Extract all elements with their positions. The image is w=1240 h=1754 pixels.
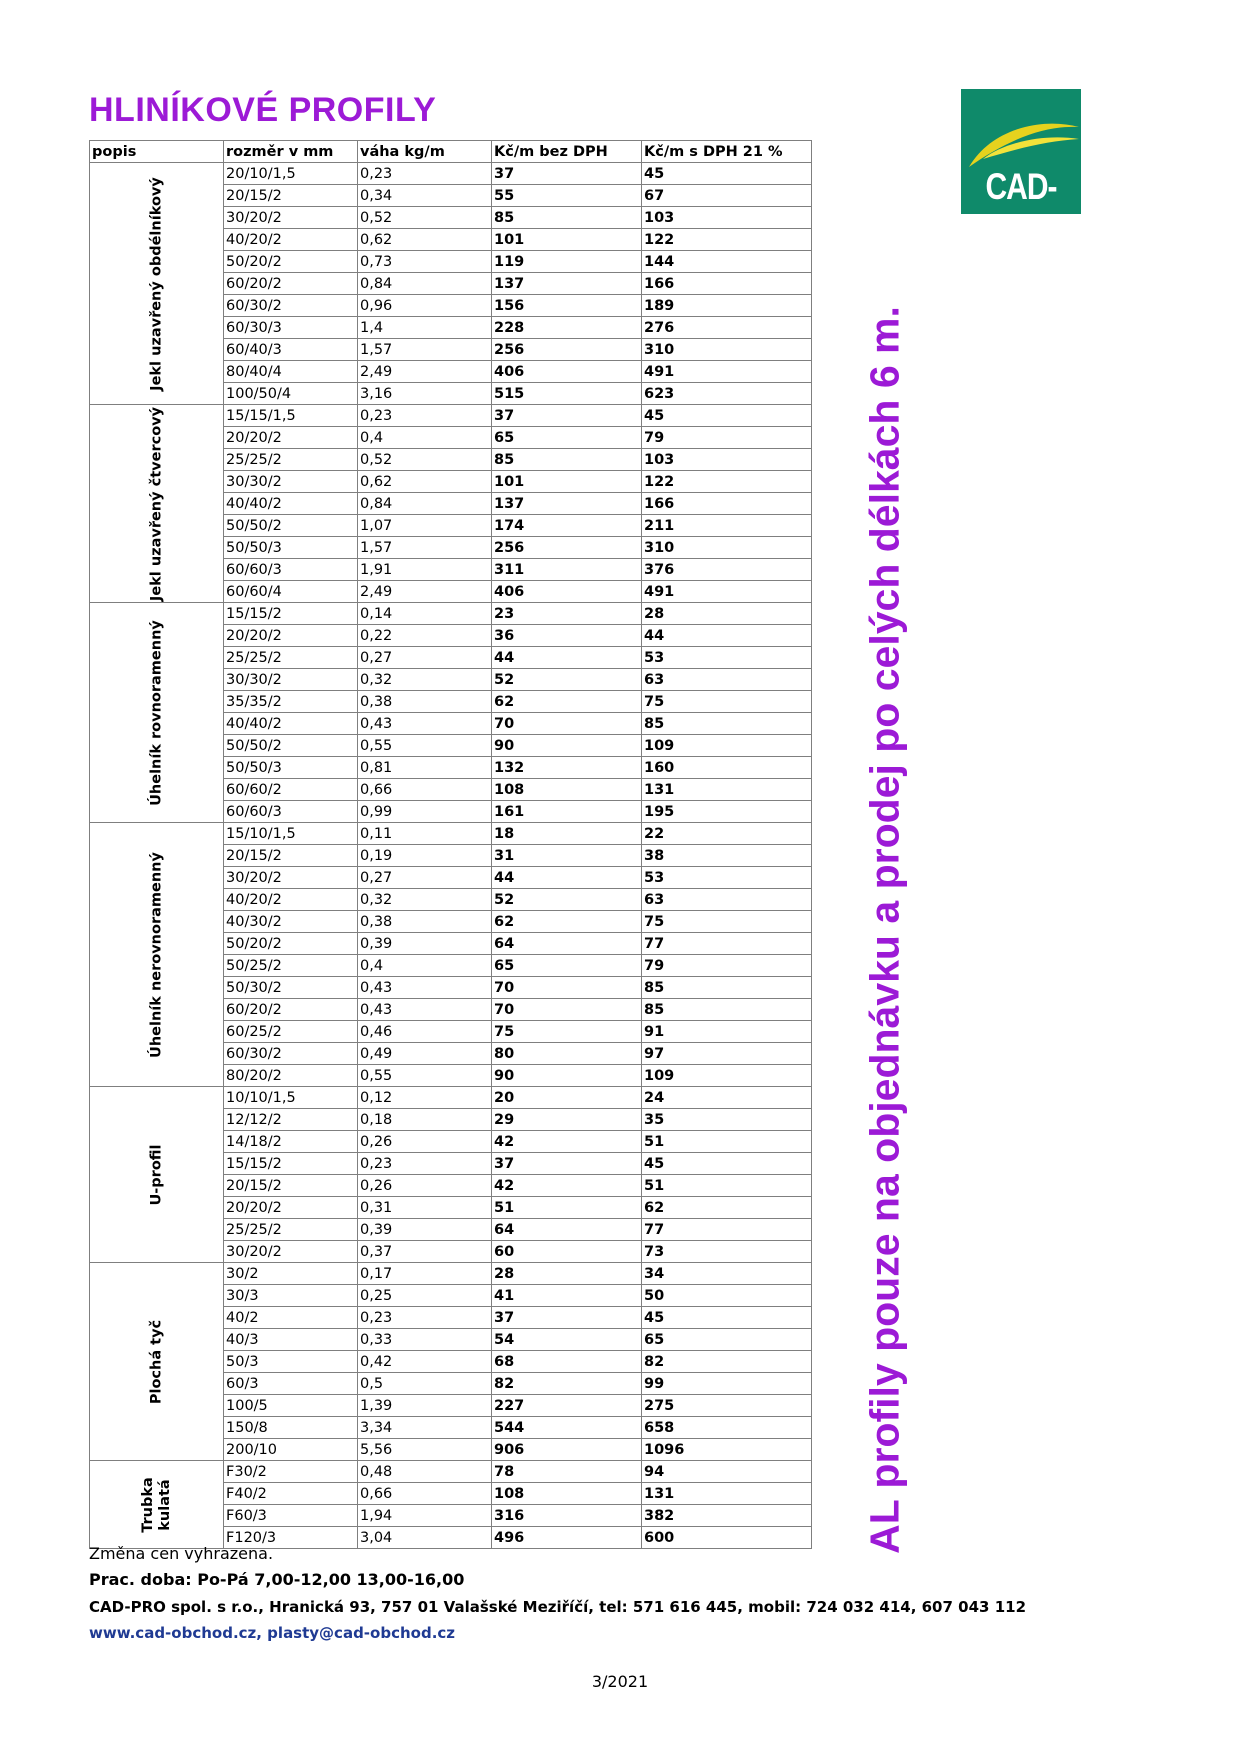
cell-rozmer: 40/40/2 xyxy=(224,493,358,515)
cell-rozmer: F120/3 xyxy=(224,1527,358,1549)
header-vaha: váha kg/m xyxy=(358,141,492,163)
cell-bez-dph: 156 xyxy=(492,295,642,317)
cell-rozmer: 50/50/3 xyxy=(224,757,358,779)
cell-rozmer: 15/10/1,5 xyxy=(224,823,358,845)
cell-rozmer: 60/20/2 xyxy=(224,273,358,295)
cell-vaha: 0,55 xyxy=(358,735,492,757)
cell-vaha: 0,17 xyxy=(358,1263,492,1285)
cell-rozmer: 150/8 xyxy=(224,1417,358,1439)
cell-bez-dph: 62 xyxy=(492,691,642,713)
header-popis: popis xyxy=(90,141,224,163)
cell-bez-dph: 82 xyxy=(492,1373,642,1395)
cell-rozmer: 50/50/3 xyxy=(224,537,358,559)
cell-bez-dph: 311 xyxy=(492,559,642,581)
cell-s-dph: 103 xyxy=(642,207,812,229)
cell-vaha: 0,4 xyxy=(358,427,492,449)
cell-vaha: 0,32 xyxy=(358,889,492,911)
web-email-links[interactable]: www.cad-obchod.cz, plasty@cad-obchod.cz xyxy=(89,1624,456,1642)
cell-s-dph: 77 xyxy=(642,933,812,955)
cell-bez-dph: 23 xyxy=(492,603,642,625)
cell-vaha: 0,22 xyxy=(358,625,492,647)
cell-rozmer: 25/25/2 xyxy=(224,1219,358,1241)
company-contact: CAD-PRO spol. s r.o., Hranická 93, 757 01 Valašské Meziříčí, tel: 571 616 445, mobil: 724 032 414, 607 043 112 xyxy=(89,1598,1027,1616)
cell-s-dph: 85 xyxy=(642,999,812,1021)
cell-vaha: 0,52 xyxy=(358,449,492,471)
cell-vaha: 0,84 xyxy=(358,273,492,295)
cell-bez-dph: 174 xyxy=(492,515,642,537)
cell-rozmer: 30/20/2 xyxy=(224,207,358,229)
cell-s-dph: 195 xyxy=(642,801,812,823)
cell-rozmer: F30/2 xyxy=(224,1461,358,1483)
cell-vaha: 0,39 xyxy=(358,1219,492,1241)
cell-vaha: 0,11 xyxy=(358,823,492,845)
cell-vaha: 0,27 xyxy=(358,647,492,669)
cell-rozmer: 15/15/2 xyxy=(224,603,358,625)
cell-s-dph: 166 xyxy=(642,493,812,515)
cell-vaha: 0,26 xyxy=(358,1175,492,1197)
cell-bez-dph: 31 xyxy=(492,845,642,867)
cell-s-dph: 99 xyxy=(642,1373,812,1395)
cell-vaha: 0,42 xyxy=(358,1351,492,1373)
cell-bez-dph: 20 xyxy=(492,1087,642,1109)
price-change-note: Změna cen vyhrazena. xyxy=(89,1544,274,1563)
side-note: AL profily pouze na objednávku a prodej po celých délkách 6 m. xyxy=(861,306,908,1554)
cell-rozmer: 60/60/3 xyxy=(224,559,358,581)
cell-s-dph: 310 xyxy=(642,537,812,559)
cell-vaha: 0,38 xyxy=(358,691,492,713)
cell-bez-dph: 65 xyxy=(492,955,642,977)
cell-s-dph: 1096 xyxy=(642,1439,812,1461)
cell-vaha: 1,4 xyxy=(358,317,492,339)
cell-rozmer: 30/3 xyxy=(224,1285,358,1307)
cell-rozmer: 200/10 xyxy=(224,1439,358,1461)
table-row xyxy=(90,1263,812,1285)
cell-bez-dph: 60 xyxy=(492,1241,642,1263)
page-title: HLINÍKOVÉ PROFILY xyxy=(89,91,437,129)
group-label-cell xyxy=(90,1263,224,1461)
cell-vaha: 3,34 xyxy=(358,1417,492,1439)
cell-s-dph: 122 xyxy=(642,471,812,493)
cell-s-dph: 75 xyxy=(642,691,812,713)
cell-s-dph: 122 xyxy=(642,229,812,251)
cell-rozmer: 40/20/2 xyxy=(224,229,358,251)
cell-vaha: 2,49 xyxy=(358,581,492,603)
cell-rozmer: 10/10/1,5 xyxy=(224,1087,358,1109)
cell-s-dph: 44 xyxy=(642,625,812,647)
cell-vaha: 0,5 xyxy=(358,1373,492,1395)
cell-s-dph: 85 xyxy=(642,977,812,999)
cell-rozmer: 40/40/2 xyxy=(224,713,358,735)
cell-bez-dph: 256 xyxy=(492,339,642,361)
page-number: 3/2021 xyxy=(591,1672,649,1691)
cell-bez-dph: 75 xyxy=(492,1021,642,1043)
cell-vaha: 1,57 xyxy=(358,339,492,361)
cell-bez-dph: 101 xyxy=(492,229,642,251)
cell-rozmer: 20/20/2 xyxy=(224,427,358,449)
cell-bez-dph: 90 xyxy=(492,735,642,757)
cell-bez-dph: 42 xyxy=(492,1131,642,1153)
cell-bez-dph: 515 xyxy=(492,383,642,405)
cell-vaha: 0,25 xyxy=(358,1285,492,1307)
cell-rozmer: 20/15/2 xyxy=(224,185,358,207)
cell-vaha: 0,39 xyxy=(358,933,492,955)
cell-rozmer: 60/30/2 xyxy=(224,1043,358,1065)
cell-vaha: 0,66 xyxy=(358,779,492,801)
cell-s-dph: 85 xyxy=(642,713,812,735)
cell-bez-dph: 108 xyxy=(492,1483,642,1505)
cell-vaha: 0,27 xyxy=(358,867,492,889)
table-row xyxy=(90,1087,812,1109)
cell-s-dph: 82 xyxy=(642,1351,812,1373)
cell-vaha: 0,19 xyxy=(358,845,492,867)
cell-vaha: 1,91 xyxy=(358,559,492,581)
cell-rozmer: F60/3 xyxy=(224,1505,358,1527)
cell-vaha: 0,52 xyxy=(358,207,492,229)
cell-s-dph: 45 xyxy=(642,163,812,185)
cell-s-dph: 131 xyxy=(642,779,812,801)
cell-s-dph: 45 xyxy=(642,405,812,427)
cell-bez-dph: 256 xyxy=(492,537,642,559)
cell-vaha: 0,62 xyxy=(358,229,492,251)
cell-rozmer: 30/30/2 xyxy=(224,471,358,493)
cell-rozmer: 50/20/2 xyxy=(224,251,358,273)
table-row xyxy=(90,163,812,185)
cell-vaha: 0,55 xyxy=(358,1065,492,1087)
cell-s-dph: 73 xyxy=(642,1241,812,1263)
cell-rozmer: 25/25/2 xyxy=(224,449,358,471)
cell-rozmer: 30/2 xyxy=(224,1263,358,1285)
cell-s-dph: 77 xyxy=(642,1219,812,1241)
cell-s-dph: 276 xyxy=(642,317,812,339)
cell-s-dph: 79 xyxy=(642,955,812,977)
cell-vaha: 0,81 xyxy=(358,757,492,779)
cell-rozmer: 80/40/4 xyxy=(224,361,358,383)
cell-s-dph: 62 xyxy=(642,1197,812,1219)
cell-s-dph: 53 xyxy=(642,647,812,669)
cell-bez-dph: 37 xyxy=(492,1307,642,1329)
group-label: Jekl uzavřený čtvercový xyxy=(148,406,164,601)
cell-bez-dph: 137 xyxy=(492,273,642,295)
cell-bez-dph: 64 xyxy=(492,933,642,955)
cell-bez-dph: 108 xyxy=(492,779,642,801)
cell-vaha: 0,38 xyxy=(358,911,492,933)
cell-bez-dph: 29 xyxy=(492,1109,642,1131)
cell-vaha: 3,04 xyxy=(358,1527,492,1549)
cell-rozmer: 50/50/2 xyxy=(224,515,358,537)
group-label-cell xyxy=(90,823,224,1087)
cell-vaha: 0,66 xyxy=(358,1483,492,1505)
cell-bez-dph: 41 xyxy=(492,1285,642,1307)
cell-rozmer: 30/20/2 xyxy=(224,1241,358,1263)
table-row xyxy=(90,603,812,625)
cell-s-dph: 144 xyxy=(642,251,812,273)
cell-bez-dph: 85 xyxy=(492,207,642,229)
cell-rozmer: 60/25/2 xyxy=(224,1021,358,1043)
header-bez-dph: Kč/m bez DPH xyxy=(492,141,642,163)
cell-bez-dph: 37 xyxy=(492,163,642,185)
cell-vaha: 0,84 xyxy=(358,493,492,515)
cell-s-dph: 51 xyxy=(642,1175,812,1197)
cell-s-dph: 211 xyxy=(642,515,812,537)
cell-vaha: 0,4 xyxy=(358,955,492,977)
cell-rozmer: 40/20/2 xyxy=(224,889,358,911)
cell-rozmer: 15/15/1,5 xyxy=(224,405,358,427)
cell-bez-dph: 906 xyxy=(492,1439,642,1461)
cell-vaha: 1,07 xyxy=(358,515,492,537)
cell-s-dph: 109 xyxy=(642,735,812,757)
cell-s-dph: 109 xyxy=(642,1065,812,1087)
cell-rozmer: 50/20/2 xyxy=(224,933,358,955)
cell-rozmer: 40/3 xyxy=(224,1329,358,1351)
cell-vaha: 0,46 xyxy=(358,1021,492,1043)
cell-rozmer: 50/30/2 xyxy=(224,977,358,999)
header-s-dph: Kč/m s DPH 21 % xyxy=(642,141,812,163)
cell-vaha: 0,43 xyxy=(358,977,492,999)
header-rozmer: rozměr v mm xyxy=(224,141,358,163)
cell-rozmer: 20/15/2 xyxy=(224,1175,358,1197)
cell-bez-dph: 44 xyxy=(492,647,642,669)
cell-rozmer: 20/20/2 xyxy=(224,625,358,647)
cell-vaha: 0,23 xyxy=(358,163,492,185)
group-label-cell xyxy=(90,1461,224,1549)
cell-rozmer: 50/3 xyxy=(224,1351,358,1373)
table-header-row xyxy=(90,141,812,163)
cell-s-dph: 160 xyxy=(642,757,812,779)
cell-bez-dph: 51 xyxy=(492,1197,642,1219)
cell-s-dph: 600 xyxy=(642,1527,812,1549)
cell-rozmer: 60/30/3 xyxy=(224,317,358,339)
cell-s-dph: 75 xyxy=(642,911,812,933)
cell-rozmer: 12/12/2 xyxy=(224,1109,358,1131)
cell-s-dph: 67 xyxy=(642,185,812,207)
cell-bez-dph: 44 xyxy=(492,867,642,889)
cell-rozmer: 50/50/2 xyxy=(224,735,358,757)
cell-rozmer: 15/15/2 xyxy=(224,1153,358,1175)
cell-s-dph: 45 xyxy=(642,1153,812,1175)
table-row xyxy=(90,1461,812,1483)
cell-bez-dph: 496 xyxy=(492,1527,642,1549)
cell-rozmer: 100/5 xyxy=(224,1395,358,1417)
cell-vaha: 0,49 xyxy=(358,1043,492,1065)
cell-s-dph: 79 xyxy=(642,427,812,449)
cell-s-dph: 28 xyxy=(642,603,812,625)
cell-bez-dph: 64 xyxy=(492,1219,642,1241)
cell-s-dph: 51 xyxy=(642,1131,812,1153)
group-label-cell xyxy=(90,1087,224,1263)
cell-s-dph: 275 xyxy=(642,1395,812,1417)
cell-s-dph: 50 xyxy=(642,1285,812,1307)
cell-rozmer: 50/25/2 xyxy=(224,955,358,977)
cell-rozmer: 35/35/2 xyxy=(224,691,358,713)
cell-bez-dph: 62 xyxy=(492,911,642,933)
cell-s-dph: 63 xyxy=(642,669,812,691)
cell-vaha: 0,23 xyxy=(358,1153,492,1175)
cell-rozmer: 20/15/2 xyxy=(224,845,358,867)
cell-vaha: 0,31 xyxy=(358,1197,492,1219)
table-row xyxy=(90,405,812,427)
cell-s-dph: 45 xyxy=(642,1307,812,1329)
cell-bez-dph: 90 xyxy=(492,1065,642,1087)
cell-vaha: 0,32 xyxy=(358,669,492,691)
cell-s-dph: 623 xyxy=(642,383,812,405)
cell-bez-dph: 36 xyxy=(492,625,642,647)
cell-s-dph: 53 xyxy=(642,867,812,889)
cell-bez-dph: 227 xyxy=(492,1395,642,1417)
group-label: Jekl uzavřený obdélníkový xyxy=(148,176,164,391)
cell-rozmer: 30/20/2 xyxy=(224,867,358,889)
cell-bez-dph: 52 xyxy=(492,889,642,911)
cell-bez-dph: 68 xyxy=(492,1351,642,1373)
cell-vaha: 2,49 xyxy=(358,361,492,383)
cell-bez-dph: 80 xyxy=(492,1043,642,1065)
cell-bez-dph: 52 xyxy=(492,669,642,691)
cell-s-dph: 131 xyxy=(642,1483,812,1505)
cell-bez-dph: 161 xyxy=(492,801,642,823)
cell-s-dph: 38 xyxy=(642,845,812,867)
cell-bez-dph: 101 xyxy=(492,471,642,493)
cell-bez-dph: 28 xyxy=(492,1263,642,1285)
cell-s-dph: 491 xyxy=(642,581,812,603)
cell-s-dph: 24 xyxy=(642,1087,812,1109)
cell-vaha: 1,39 xyxy=(358,1395,492,1417)
cell-bez-dph: 70 xyxy=(492,713,642,735)
cell-bez-dph: 37 xyxy=(492,405,642,427)
cell-vaha: 0,12 xyxy=(358,1087,492,1109)
group-label: Plochá tyč xyxy=(148,1319,164,1404)
cell-bez-dph: 65 xyxy=(492,427,642,449)
cell-s-dph: 103 xyxy=(642,449,812,471)
cell-bez-dph: 85 xyxy=(492,449,642,471)
cell-s-dph: 35 xyxy=(642,1109,812,1131)
cell-vaha: 0,43 xyxy=(358,999,492,1021)
group-label-cell xyxy=(90,405,224,603)
cell-s-dph: 376 xyxy=(642,559,812,581)
cell-s-dph: 22 xyxy=(642,823,812,845)
cell-rozmer: 60/60/2 xyxy=(224,779,358,801)
cell-vaha: 1,94 xyxy=(358,1505,492,1527)
cell-rozmer: 25/25/2 xyxy=(224,647,358,669)
cell-rozmer: 60/3 xyxy=(224,1373,358,1395)
cell-rozmer: 20/10/1,5 xyxy=(224,163,358,185)
cell-rozmer: 60/60/3 xyxy=(224,801,358,823)
cell-vaha: 0,23 xyxy=(358,1307,492,1329)
table-row xyxy=(90,823,812,845)
cell-vaha: 0,73 xyxy=(358,251,492,273)
cell-vaha: 0,96 xyxy=(358,295,492,317)
group-label: U-profil xyxy=(148,1143,164,1206)
cell-s-dph: 91 xyxy=(642,1021,812,1043)
cell-bez-dph: 137 xyxy=(492,493,642,515)
group-label-cell xyxy=(90,603,224,823)
cell-s-dph: 63 xyxy=(642,889,812,911)
cell-rozmer: 40/2 xyxy=(224,1307,358,1329)
cell-s-dph: 34 xyxy=(642,1263,812,1285)
cell-s-dph: 65 xyxy=(642,1329,812,1351)
cell-rozmer: F40/2 xyxy=(224,1483,358,1505)
cell-bez-dph: 18 xyxy=(492,823,642,845)
cell-vaha: 3,16 xyxy=(358,383,492,405)
cell-vaha: 0,26 xyxy=(358,1131,492,1153)
cell-bez-dph: 228 xyxy=(492,317,642,339)
cell-vaha: 0,14 xyxy=(358,603,492,625)
cell-rozmer: 14/18/2 xyxy=(224,1131,358,1153)
cell-rozmer: 60/60/4 xyxy=(224,581,358,603)
cell-bez-dph: 78 xyxy=(492,1461,642,1483)
cell-vaha: 0,48 xyxy=(358,1461,492,1483)
cell-vaha: 0,23 xyxy=(358,405,492,427)
cell-rozmer: 60/30/2 xyxy=(224,295,358,317)
logo-text: CAD-PRO xyxy=(985,166,1057,251)
group-label: Úhelník rovnoramenný xyxy=(148,619,164,806)
cell-s-dph: 491 xyxy=(642,361,812,383)
cell-vaha: 0,43 xyxy=(358,713,492,735)
cell-vaha: 0,62 xyxy=(358,471,492,493)
cell-vaha: 0,34 xyxy=(358,185,492,207)
cell-rozmer: 60/40/3 xyxy=(224,339,358,361)
cell-bez-dph: 316 xyxy=(492,1505,642,1527)
cell-rozmer: 100/50/4 xyxy=(224,383,358,405)
cell-rozmer: 30/30/2 xyxy=(224,669,358,691)
cell-bez-dph: 406 xyxy=(492,581,642,603)
cell-vaha: 5,56 xyxy=(358,1439,492,1461)
cell-s-dph: 189 xyxy=(642,295,812,317)
cell-rozmer: 60/20/2 xyxy=(224,999,358,1021)
cell-vaha: 0,33 xyxy=(358,1329,492,1351)
group-label-cell xyxy=(90,163,224,405)
group-label: Trubka kulatá xyxy=(139,1476,173,1533)
cell-s-dph: 97 xyxy=(642,1043,812,1065)
cell-s-dph: 94 xyxy=(642,1461,812,1483)
cell-vaha: 0,99 xyxy=(358,801,492,823)
cell-bez-dph: 119 xyxy=(492,251,642,273)
working-hours: Prac. doba: Po-Pá 7,00-12,00 13,00-16,00 xyxy=(89,1570,465,1589)
cell-bez-dph: 70 xyxy=(492,999,642,1021)
cell-bez-dph: 55 xyxy=(492,185,642,207)
cell-bez-dph: 406 xyxy=(492,361,642,383)
cell-rozmer: 40/30/2 xyxy=(224,911,358,933)
cell-s-dph: 310 xyxy=(642,339,812,361)
cell-bez-dph: 42 xyxy=(492,1175,642,1197)
cell-bez-dph: 37 xyxy=(492,1153,642,1175)
cell-s-dph: 382 xyxy=(642,1505,812,1527)
cell-vaha: 0,37 xyxy=(358,1241,492,1263)
cell-bez-dph: 70 xyxy=(492,977,642,999)
cell-rozmer: 20/20/2 xyxy=(224,1197,358,1219)
cell-s-dph: 166 xyxy=(642,273,812,295)
cell-bez-dph: 54 xyxy=(492,1329,642,1351)
cell-rozmer: 80/20/2 xyxy=(224,1065,358,1087)
cell-vaha: 1,57 xyxy=(358,537,492,559)
group-label: Úhelník nerovnoramenný xyxy=(148,851,164,1058)
cell-s-dph: 658 xyxy=(642,1417,812,1439)
cell-vaha: 0,18 xyxy=(358,1109,492,1131)
price-table xyxy=(89,140,812,1549)
cell-bez-dph: 544 xyxy=(492,1417,642,1439)
cad-pro-logo xyxy=(961,89,1081,251)
cell-bez-dph: 132 xyxy=(492,757,642,779)
